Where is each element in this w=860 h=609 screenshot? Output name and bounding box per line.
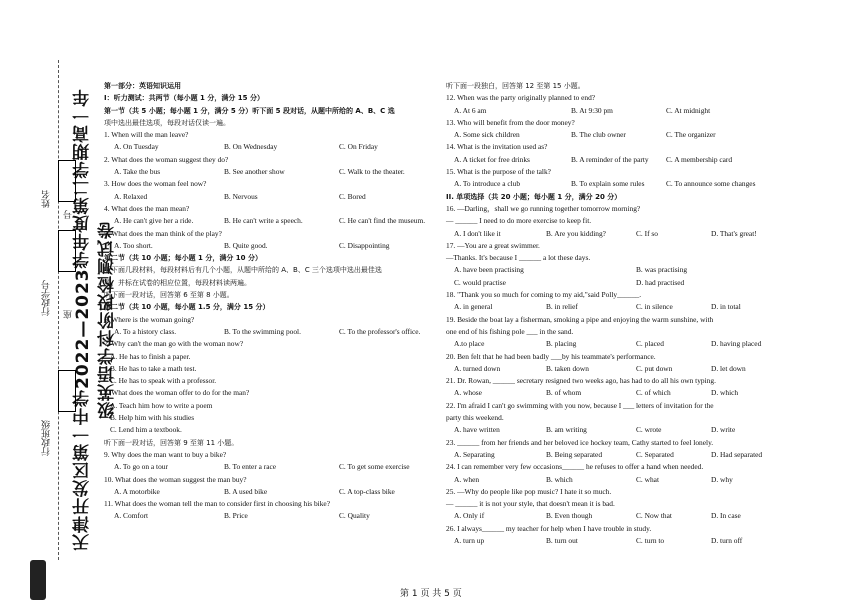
text-line: I：听力测试：共两节（每小题 1 分，满分 15 分）	[104, 94, 264, 103]
option-b: B. He can't write a speech.	[224, 216, 303, 226]
text-line: C. Lend him a textbook.	[110, 425, 182, 435]
option-a: A. have been practising	[454, 265, 524, 275]
option-a: A. Take the bus	[114, 167, 161, 177]
option-b: B. Being separated	[546, 449, 603, 459]
options-row	[446, 510, 786, 522]
text-line: 2. What does the woman suggest they do?	[104, 154, 229, 164]
option-c: C. Quality	[339, 511, 370, 521]
text-line: 听下面一段独白，回答第 12 至第 15 小题。	[446, 82, 585, 90]
text-line: 听下面一段对话，回答第 9 至第 11 小题。	[104, 438, 239, 447]
text-line: 听下面几段材料，每段材料后有几个小题，从题中所给的 A、B、C 三个选项中选出最佳选	[104, 266, 382, 275]
text-line: 5. What does the man think of the play?	[104, 228, 222, 238]
option-c: C. Separated	[636, 449, 674, 459]
option-a: A. To introduce a club	[454, 179, 521, 189]
name-box	[58, 160, 76, 202]
option-c: C. A membership card	[666, 154, 733, 164]
options-row	[446, 338, 786, 350]
option-b: B. See another show	[224, 167, 285, 177]
text-line: 8. What does the woman offer to do for the man?	[104, 388, 250, 398]
option-d: D. which	[711, 388, 739, 398]
option-b: B. The club owner	[571, 130, 626, 140]
text-line: 15. What is the purpose of the talk?	[446, 167, 551, 177]
option-c: C. To the professor's office.	[339, 326, 421, 336]
option-d: D. write	[711, 425, 736, 435]
text-line: 项中选出最佳选项，每段对话仅读一遍。	[104, 118, 230, 127]
option-c: C. Walk to the theater.	[339, 167, 405, 177]
student-info	[38, 170, 78, 500]
option-c: C. A top-class bike	[339, 486, 395, 496]
text-line: 16. —Darling，shall we go running together tomorrow morning?	[446, 203, 641, 213]
option-b: B. of whom	[546, 388, 582, 398]
option-a: A. On Tuesday	[114, 142, 159, 152]
option-a: A. in general	[454, 302, 493, 312]
class-box	[58, 370, 76, 412]
option-b: B. turn out	[546, 535, 578, 545]
options-row	[104, 326, 439, 338]
text-line: 21. Dr. Rowan, ______ secretary resigned two weeks ago, has had to do all his own typing.	[446, 376, 716, 386]
option-a: A. whose	[454, 388, 482, 398]
page-number: 第 1 页 共 5 页	[400, 589, 462, 599]
option-b: B. To enter a race	[224, 462, 277, 472]
text-line: —Thanks. It's because I ______ a lot these days.	[446, 253, 591, 263]
option-c: C. what	[636, 474, 659, 484]
text-line: 第二节（共 10 小题，每小题 1.5 分，满分 15 分）	[104, 303, 270, 312]
option-b: B. At 9:30 pm	[571, 105, 613, 115]
option-d: D. let down	[711, 363, 746, 373]
text-line: 9. Why does the man want to buy a bike?	[104, 449, 227, 459]
option-c: C. The organizer	[666, 130, 716, 140]
text-line: 项，并标在试卷的相应位置，每段材料读两遍。	[104, 278, 251, 287]
option-c: C. To announce some changes	[666, 179, 756, 189]
option-a: A. Relaxed	[114, 191, 148, 201]
option-a: A. Separating	[454, 449, 495, 459]
text-line: — ______ it is not your style, that doesn't mean it is bad.	[446, 499, 615, 509]
text-line: 第二节（共 10 小题；每小题 1 分，满分 10 分）	[104, 254, 262, 263]
option-c: C. To get some exercise	[339, 462, 410, 472]
options-row	[446, 129, 786, 141]
options-row	[104, 191, 439, 203]
option-a: A. Only if	[454, 511, 485, 521]
option-a: A. turned down	[454, 363, 501, 373]
text-line: 20. Ben felt that he had been badly ___by his teammate's performance.	[446, 351, 656, 361]
options-row	[446, 228, 786, 240]
options-row	[104, 461, 439, 473]
options-row	[104, 510, 439, 522]
option-b: B. To explain some rules	[571, 179, 645, 189]
options-row	[104, 486, 439, 498]
school-logo-icon	[30, 560, 46, 600]
text-line: B. He has to take a math test.	[110, 363, 197, 373]
number-label: 号	[64, 210, 74, 219]
option-c: C. put down	[636, 363, 673, 373]
option-a: A. when	[454, 474, 480, 484]
option-a: A. A motorbike	[114, 486, 160, 496]
text-line: II. 单项选择（共 20 小题；每小题 1 分，满分 20 分）	[446, 192, 622, 201]
option-c: C. Disappointing	[339, 240, 390, 250]
text-line: 19. Beside the boat lay a fisherman, smoking a pipe and enjoying the warm sunshine, with	[446, 314, 714, 324]
text-line: 26. I always______ my teacher for help when I have trouble in study.	[446, 523, 652, 533]
options-row	[104, 215, 439, 227]
text-line: 17. —You are a great swimmer.	[446, 240, 540, 250]
text-line: A. Teach him how to write a poem	[110, 400, 213, 410]
option-c: D. had practised	[636, 277, 685, 287]
option-c: C. turn to	[636, 535, 665, 545]
option-b: B. A reminder of the party	[571, 154, 649, 164]
option-c: C. placed	[636, 339, 664, 349]
option-c: C. At midnight	[666, 105, 711, 115]
option-c: C. in silence	[636, 302, 673, 312]
option-b: B. Quite good.	[224, 240, 268, 250]
text-line: — ______ I need to do more exercise to keep fit.	[446, 216, 592, 226]
text-line: 1. When will the man leave?	[104, 130, 189, 140]
option-b: B. Even though	[546, 511, 593, 521]
option-b: B. On Wednesday	[224, 142, 278, 152]
option-d: D. In case	[711, 511, 741, 521]
option-d: D. turn off	[711, 535, 743, 545]
option-b: B. in relief	[546, 302, 578, 312]
text-line: 11. What does the woman tell the man to consider first in choosing his bike?	[104, 499, 330, 509]
option-a: A. A ticket for free drinks	[454, 154, 530, 164]
id-label: 行政学号	[42, 280, 52, 316]
option-a: A. At 6 am	[454, 105, 487, 115]
text-line: 25. —Why do people like pop music? I hate it so much.	[446, 486, 612, 496]
options-row	[446, 474, 786, 486]
class-label: 行政班级	[42, 420, 52, 456]
option-d: D. having placed	[711, 339, 762, 349]
seat-label: 座	[64, 310, 74, 319]
text-line: 第一节（共 5 小题；每小题 1 分，满分 5 分）听下面 5 段对话，从题中所给的 A、B、C 选	[104, 106, 395, 115]
option-a: A. To go on a tour	[114, 462, 168, 472]
text-line: B. Help him with his studies	[110, 413, 195, 423]
option-c: C. On Friday	[339, 142, 378, 152]
options-row	[446, 277, 786, 289]
text-line: 10. What does the woman suggest the man buy?	[104, 474, 247, 484]
option-d: D. That's great!	[711, 228, 757, 238]
binding-margin	[0, 0, 118, 609]
options-row	[446, 535, 786, 547]
options-row	[446, 301, 786, 313]
text-line: 7. Why can't the man go with the woman now?	[104, 339, 244, 349]
options-row	[104, 166, 439, 178]
option-c: B. was practising	[636, 265, 688, 275]
exam-title: 天津开发区第一中学2022—2023学年度第二学期高一年级英语学科阶段检测试卷	[73, 88, 118, 552]
name-label: 姓名	[42, 190, 52, 208]
option-c: C. Bored	[339, 191, 366, 201]
option-d: D. why	[711, 474, 733, 484]
options-row	[446, 264, 786, 276]
options-row	[446, 449, 786, 461]
text-line: A. He has to finish a paper.	[110, 351, 191, 361]
text-line: 13. Who will benefit from the door money?	[446, 117, 575, 127]
options-row	[104, 141, 439, 153]
option-b: B. Price	[224, 511, 248, 521]
option-b: B. Are you kidding?	[546, 228, 606, 238]
text-line: C. He has to speak with a professor.	[110, 376, 217, 386]
option-a: A.to place	[454, 339, 485, 349]
option-b: B. Nervous	[224, 191, 258, 201]
option-a: A. I don't like it	[454, 228, 501, 238]
text-line: 22. I'm afraid I can't go swimming with you now, because I ___ letters of invitation for the	[446, 400, 714, 410]
text-line: one end of his fishing pole ___ in the sand.	[446, 326, 574, 336]
option-a: A. To a history class.	[114, 326, 177, 336]
option-c: C. wrote	[636, 425, 662, 435]
option-b: B. A used bike	[224, 486, 268, 496]
options-row	[446, 154, 786, 166]
option-c: C. Now that	[636, 511, 672, 521]
text-line: 14. What is the invitation used as?	[446, 142, 548, 152]
option-d: D. Had separated	[711, 449, 763, 459]
option-c: C. He can't find the museum.	[339, 216, 426, 226]
option-a: A. turn up	[454, 535, 485, 545]
text-line: 24. I can remember very few occasions______ he refuses to offer a hand when needed.	[446, 462, 704, 472]
option-c: C. of which	[636, 388, 671, 398]
option-a: A. Comfort	[114, 511, 149, 521]
option-b: B. am writing	[546, 425, 587, 435]
option-a: A. have written	[454, 425, 500, 435]
options-row	[446, 105, 786, 117]
text-line: 18. "Thank you so much for coming to my aid,"said Polly______.	[446, 290, 642, 300]
id-box	[58, 230, 76, 272]
option-c: C. If so	[636, 228, 658, 238]
options-row	[446, 424, 786, 436]
options-row	[104, 240, 439, 252]
options-row	[446, 178, 786, 190]
option-d: D. in total	[711, 302, 741, 312]
option-a: C. would practise	[454, 277, 506, 287]
options-row	[446, 363, 786, 375]
option-b: B. To the swimming pool.	[224, 326, 301, 336]
option-b: B. which	[546, 474, 573, 484]
text-line: 23. ______ from her friends and her beloved ice hockey team, Cathy started to feel lonely.	[446, 437, 714, 447]
text-line: 12. When was the party originally planned to end?	[446, 93, 596, 103]
option-a: A. He can't give her a ride.	[114, 216, 194, 226]
text-line: 听下面一段对话，回答第 6 至第 8 小题。	[104, 291, 234, 300]
option-b: B. placing	[546, 339, 577, 349]
text-line: 6. Where is the woman going?	[104, 314, 195, 324]
option-a: A. Some sick children	[454, 130, 520, 140]
right-column	[446, 80, 786, 547]
option-b: B. taken down	[546, 363, 589, 373]
options-row	[446, 387, 786, 399]
text-line: 第一部分：英语知识运用	[104, 82, 181, 90]
text-line: 4. What does the man mean?	[104, 203, 190, 213]
text-line: party this weekend.	[446, 413, 504, 423]
option-a: A. Too short.	[114, 240, 153, 250]
left-column	[104, 80, 439, 535]
text-line: 3. How does the woman feel now?	[104, 179, 207, 189]
